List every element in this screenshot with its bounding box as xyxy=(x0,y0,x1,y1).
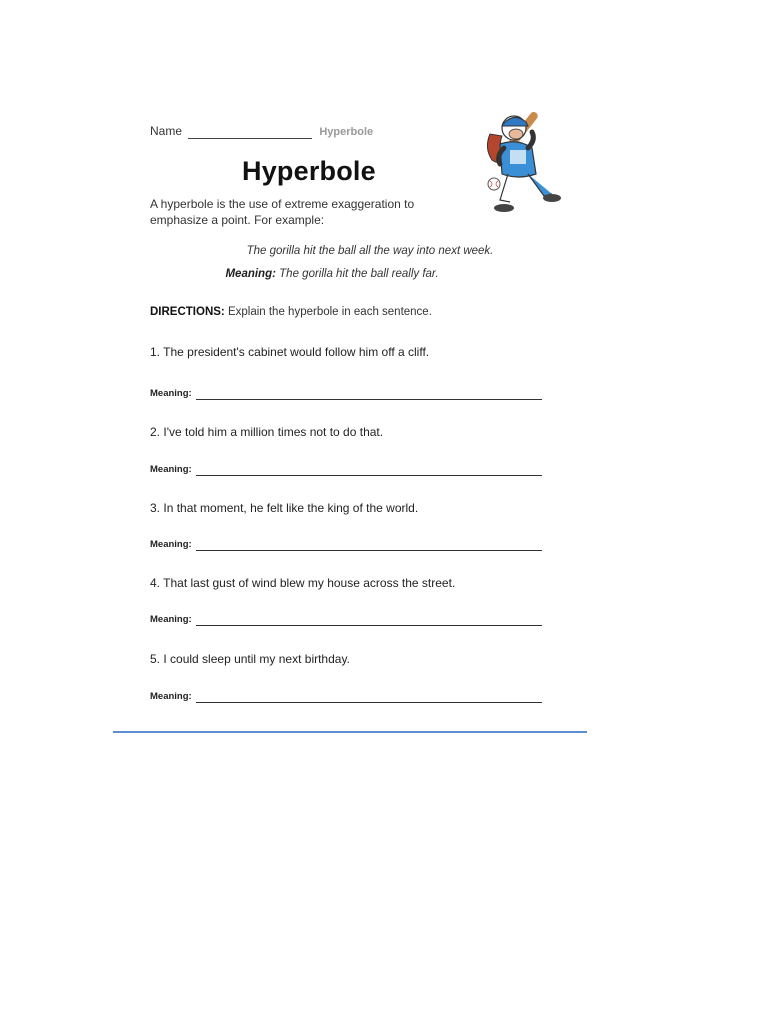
baseball-gorilla-icon xyxy=(470,104,566,220)
question-text: The president's cabinet would follow him off a cliff. xyxy=(163,345,430,359)
question-2 xyxy=(150,425,383,439)
meaning-label: Meaning: xyxy=(150,388,192,399)
directions-text: Explain the hyperbole in each sentence. xyxy=(227,306,432,318)
answer-line-2[interactable] xyxy=(196,464,542,476)
question-3 xyxy=(150,501,418,515)
answer-line-5[interactable] xyxy=(196,691,542,703)
worksheet-title: Hyperbole xyxy=(242,156,376,186)
meaning-label: Meaning: xyxy=(150,539,192,550)
answer-line-3[interactable] xyxy=(196,539,542,551)
question-number: 4. xyxy=(150,576,161,590)
answer-row-1 xyxy=(150,388,542,400)
question-text: That last gust of wind blew my house across the street. xyxy=(163,576,456,590)
question-text: I could sleep until my next birthday. xyxy=(163,652,350,666)
answer-line-1[interactable] xyxy=(196,388,542,400)
question-number: 3. xyxy=(150,501,161,515)
header-tag: Hyperbole xyxy=(319,126,374,138)
answer-row-4 xyxy=(150,614,542,626)
divider-rule xyxy=(113,731,587,733)
directions xyxy=(150,306,432,318)
question-number: 2. xyxy=(150,425,161,439)
name-row xyxy=(150,124,373,139)
meaning-label: Meaning: xyxy=(150,614,192,625)
answer-row-3 xyxy=(150,539,542,551)
question-text: In that moment, he felt like the king of the world. xyxy=(163,501,419,515)
name-blank[interactable] xyxy=(188,124,312,139)
example-meaning-text: The gorilla hit the ball really far. xyxy=(279,268,439,280)
answer-line-4[interactable] xyxy=(196,614,542,626)
meaning-label: Meaning: xyxy=(150,464,192,475)
question-4 xyxy=(150,576,455,590)
example-meaning-label: Meaning: xyxy=(225,268,276,280)
name-label: Name xyxy=(150,124,183,138)
directions-label: DIRECTIONS: xyxy=(150,306,225,318)
answer-row-2 xyxy=(150,464,542,476)
example-meaning xyxy=(132,268,532,280)
question-number: 5. xyxy=(150,652,161,666)
meaning-label: Meaning: xyxy=(150,691,192,702)
question-5 xyxy=(150,652,350,666)
question-number: 1. xyxy=(150,345,161,359)
intro-text: A hyperbole is the use of extreme exaggeration to emphasize a point. For example: xyxy=(150,197,415,227)
question-1 xyxy=(150,345,429,359)
example-sentence: The gorilla hit the ball all the way into next week. xyxy=(246,245,494,257)
question-text: I've told him a million times not to do that. xyxy=(163,425,384,439)
answer-row-5 xyxy=(150,691,542,703)
